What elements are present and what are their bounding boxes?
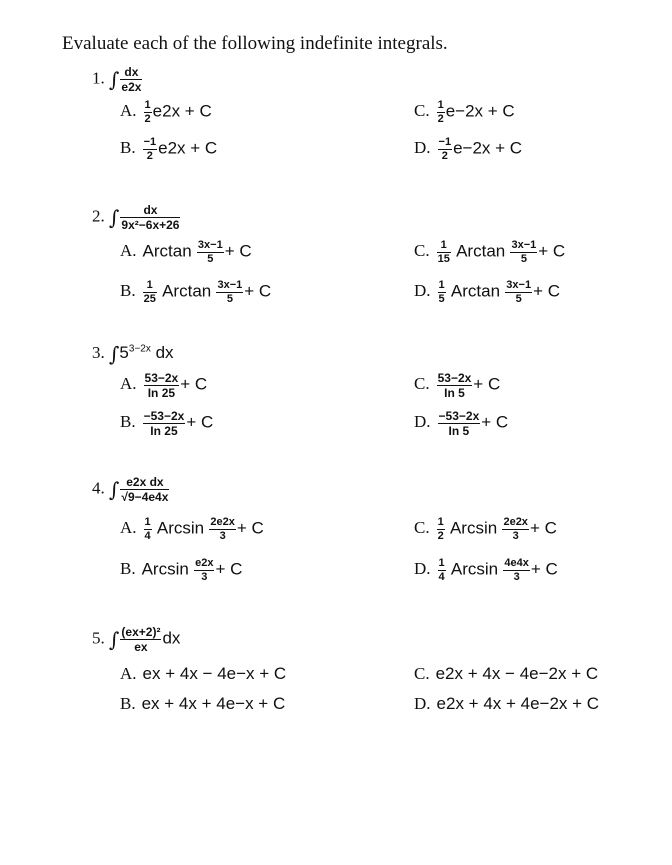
q4-option-c[interactable]: C. $\frac{1}{2}$ Arcsin $\frac{2e2x}{3}$ + C <box>414 516 557 542</box>
q2-option-c[interactable]: C. $\frac{1}{15}$ Arctan $\frac{3x-1}{5}$ + C <box>414 239 566 265</box>
q5-option-a[interactable]: A. ex + 4x − 4e−x + C <box>120 664 287 683</box>
question-number: 4. <box>92 478 105 498</box>
question-2 <box>92 204 181 231</box>
integral-sign: ∫ <box>109 477 120 502</box>
question-4 <box>92 476 170 503</box>
page-title: Evaluate each of the following indefinite integrals. <box>62 33 448 54</box>
q2-option-b[interactable]: B. $\frac{1}{25}$ Arctan $\frac{3x-1}{5}$ + C <box>120 279 272 305</box>
question-number: 1. <box>92 68 105 88</box>
q4-option-b[interactable]: B. Arcsin $\frac{e2x}{3}$ + C <box>120 557 243 583</box>
q3-option-a[interactable]: A. $\frac{53-2x}{In 25}$ + C <box>120 371 208 400</box>
q3-option-b[interactable]: B. $\frac{-53-2x}{In 25}$ + C <box>120 409 214 438</box>
integrand: $\frac{\text{(ex+2)²}}{ex}$ <box>121 625 161 654</box>
integrand: $5^{3-2x}$ dx <box>119 342 174 362</box>
integral-sign: ∫ <box>109 67 120 92</box>
q1-option-d[interactable]: D. $\frac{-1}{2}$ e−2x + C <box>414 136 523 162</box>
integral-sign: ∫ <box>109 342 120 366</box>
q1-option-a[interactable]: A. $\frac{1}{2}$ e2x + C <box>120 99 212 125</box>
question-5: 5. ∫ $\frac{\text{(ex+2)²}}{ex}$ dx <box>92 625 181 654</box>
question-number: 5. <box>92 628 105 648</box>
question-number: 3. <box>92 342 105 362</box>
integrand: $\frac{dx}{e2x}$ <box>121 65 142 94</box>
integral-sign: ∫ <box>109 627 120 652</box>
question-number: 2. <box>92 206 105 226</box>
q2-option-a[interactable]: A. Arctan $\frac{3x-1}{5}$ + C <box>120 239 252 265</box>
question-3 <box>92 342 174 366</box>
question-1 <box>92 66 143 93</box>
q1-option-c[interactable]: C. $\frac{1}{2}$ e−2x + C <box>414 99 515 125</box>
q4-option-a[interactable]: A. $\frac{1}{4}$ Arcsin $\frac{2e2x}{3}$ + C <box>120 516 264 542</box>
integrand: $\frac{dx}{\text{9x²−6x+26}}$ <box>121 203 180 232</box>
q5-option-d[interactable]: D. e2x + 4x + 4e−2x + C <box>414 694 600 713</box>
q5-option-b[interactable]: B. ex + 4x + 4e−x + C <box>120 694 286 713</box>
q3-option-d[interactable]: D. $\frac{-53-2x}{In 5}$ + C <box>414 409 509 438</box>
q1-option-b[interactable]: B. $\frac{-1}{2}$ e2x + C <box>120 136 218 162</box>
q4-option-d[interactable]: D. $\frac{1}{4}$ Arcsin $\frac{4e4x}{3}$ + C <box>414 557 558 583</box>
q2-option-d[interactable]: D. $\frac{1}{5}$ Arctan $\frac{3x-1}{5}$ + C <box>414 279 561 305</box>
q3-option-c[interactable]: C. $\frac{53-2x}{In 5}$ + C <box>414 371 501 400</box>
integral-sign: ∫ <box>109 205 120 230</box>
integrand: $\frac{\text{e2x dx}}{√9-4e4x}$ <box>121 475 169 504</box>
q5-option-c[interactable]: C. e2x + 4x − 4e−2x + C <box>414 664 599 683</box>
